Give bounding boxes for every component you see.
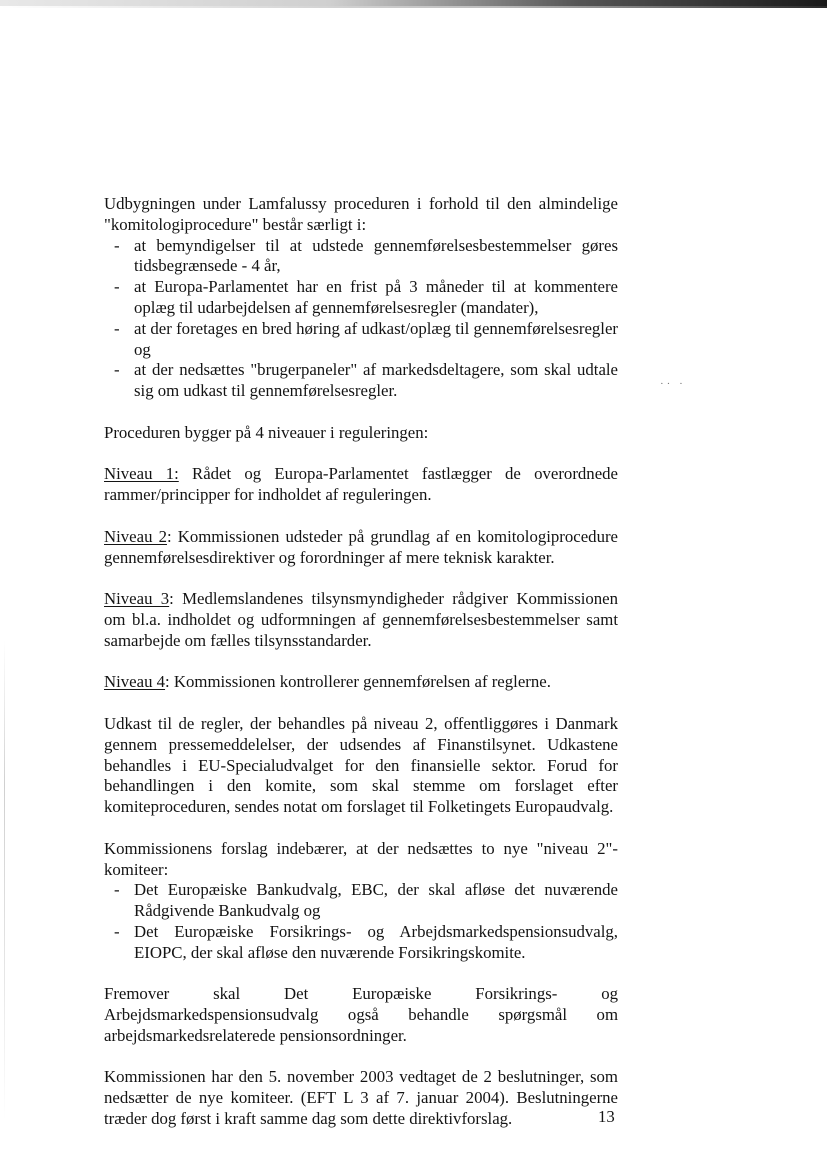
- level-3-label: Niveau 3: [104, 589, 170, 609]
- level-3-paragraph: [104, 589, 618, 651]
- dash-bullet: -: [114, 277, 120, 297]
- list-item-text: at bemyndigelser til at udstede gennemførelsesbestemmelser gøres tidsbegrænsede - 4 år,: [134, 235, 618, 276]
- drafts-paragraph: Udkast til de regler, der behandles på niveau 2, offentliggøres i Danmark gennem pressemeddelelser, der udsendes af Finanstilsynet. Udkastene behandles i EU-Specialudvalget for den finansielle sektor. Forud for behandlingen i den komite, som skal stemme om forslaget efter komiteproceduren, sendes notat om forslaget til Folketingets Europaudvalg.: [104, 713, 618, 817]
- intro-paragraph: Udbygningen under Lamfalussy proceduren i forhold til den almindelige "komitologiprocedure" består særligt i:: [104, 194, 618, 234]
- level-2-label: Niveau 2: [104, 526, 167, 546]
- level-2-paragraph: [104, 527, 618, 569]
- level-4-paragraph: [104, 672, 618, 693]
- dash-bullet: -: [114, 318, 120, 338]
- dash-bullet: -: [114, 880, 120, 900]
- scan-edge-top: [0, 0, 827, 6]
- dash-bullet: -: [114, 921, 120, 941]
- list-item-text: at der nedsættes "brugerpaneler" af markedsdeltagere, som skal udtale sig om udkast til gennemførelsesregler.: [134, 360, 618, 401]
- list-item-text: Det Europæiske Forsikrings- og Arbejdsmarkedspensionsudvalg, EIOPC, der skal afløse den nuværende Forsikringskomite.: [134, 921, 618, 962]
- list-item: [104, 880, 618, 922]
- document-body: [104, 194, 618, 1130]
- list-item: [104, 277, 618, 319]
- levels-intro: Proceduren bygger på 4 niveauer i reguleringen:: [104, 422, 429, 442]
- list-item: [104, 319, 618, 361]
- committees-intro: Kommissionens forslag indebærer, at der nedsættes to nye "niveau 2"-komiteer:: [104, 838, 618, 879]
- list-item-text: at der foretages en bred høring af udkast/oplæg til gennemførelsesregler og: [134, 318, 618, 359]
- level-1-label: Niveau 1:: [104, 464, 179, 484]
- level-2-text: : Kommissionen udsteder på grundlag af en komitologiprocedure gennemførelsesdirektiver og forordninger af mere teknisk karakter.: [104, 526, 619, 567]
- scan-edge-left: [4, 640, 5, 1120]
- future-paragraph: Fremover skal Det Europæiske Forsikrings- og Arbejdsmarkedspensionsudvalg også behandle spørgsmål om arbejdsmarkedsrelaterede pensionsordninger.: [104, 984, 618, 1045]
- intro-list: [104, 236, 618, 402]
- list-item-text: at Europa-Parlamentet har en frist på 3 måneder til at kommentere oplæg til udarbejdelsen af gennemførelsesregler (mandater),: [134, 277, 618, 317]
- level-4-label: Niveau 4: [104, 672, 166, 692]
- dash-bullet: -: [114, 360, 120, 380]
- list-item-text: Det Europæiske Bankudvalg, EBC, der skal afløse det nuværende Rådgivende Bankudvalg og: [134, 880, 618, 921]
- decisions-paragraph: Kommissionen har den 5. november 2003 vedtaget de 2 beslutninger, som nedsætter de nye komiteer. (EFT L 3 af 7. januar 2004). Beslutningerne træder dog først i kraft samme dag som dette direktivforslag.: [104, 1067, 618, 1129]
- list-item: [104, 922, 618, 964]
- dash-bullet: -: [114, 235, 120, 255]
- list-item: [104, 360, 618, 402]
- list-item: [104, 236, 618, 278]
- scan-speck: ·· ·: [660, 378, 686, 390]
- page-number: 13: [598, 1107, 615, 1126]
- committees-list: [104, 880, 618, 963]
- level-3-text: : Medlemslandenes tilsynsmyndigheder rådgiver Kommissionen om bl.a. indholdet og udformningen af gennemførelsesbestemmelser samt samarbejde om fælles tilsynsstandarder.: [104, 589, 619, 650]
- level-1-text: Rådet og Europa-Parlamentet fastlægger de overordnede rammer/principper for indholdet af reguleringen.: [104, 464, 618, 505]
- level-1-paragraph: [104, 464, 618, 506]
- level-4-text: : Kommissionen kontrollerer gennemførelsen af reglerne.: [165, 672, 551, 692]
